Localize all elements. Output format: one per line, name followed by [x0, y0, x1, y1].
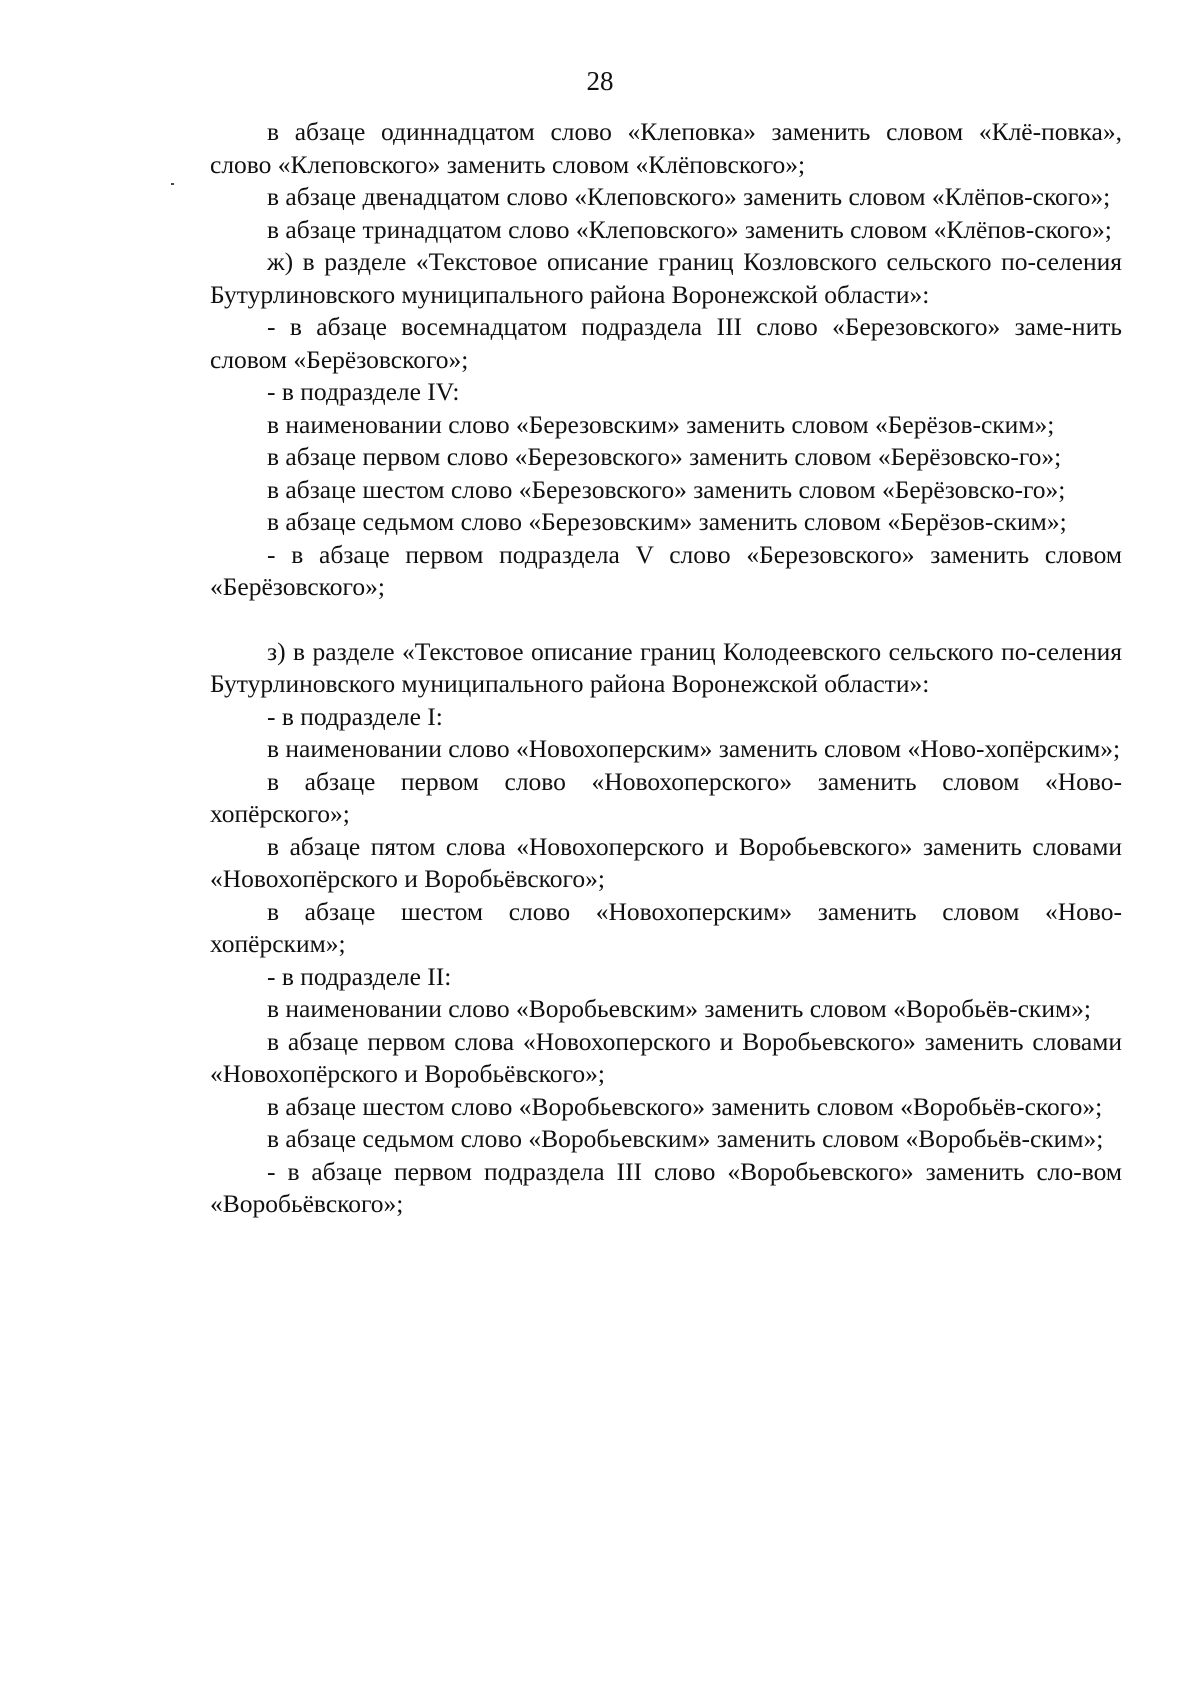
paragraph: - в абзаце восемнадцатом подраздела III слово «Березовского» заме-нить словом «Берёзовского»; — [210, 312, 1122, 374]
document-body — [210, 116, 1122, 1221]
paragraph: в абзаце пятом слова «Новохоперского и Воробьевского» заменить словами «Новохопёрского и Воробьёвского»; — [210, 831, 1122, 893]
paragraph: ж) в разделе «Текстовое описание границ Козловского сельского по-селения Бутурлиновского муниципального района Воронежской области»: — [210, 247, 1122, 309]
paragraph: - в абзаце первом подраздела III слово «Воробьевского» заменить сло-вом «Воробьёвского»; — [210, 1156, 1122, 1218]
paragraph: - в подразделе I: — [267, 701, 443, 731]
paragraph: в абзаце одиннадцатом слово «Клеповка» заменить словом «Клё-повка», слово «Клеповского» заменить словом «Клёповского»; — [210, 117, 1122, 179]
paragraph: в абзаце шестом слово «Новохоперским» заменить словом «Ново-хопёрским»; — [210, 896, 1122, 958]
paragraph: в абзаце седьмом слово «Воробьевским» заменить словом «Воробьёв-ским»; — [267, 1124, 1104, 1153]
paragraph: - в абзаце первом подраздела V слово «Березовского» заменить словом «Берёзовского»; — [210, 539, 1122, 601]
paragraph: в наименовании слово «Воробьевским» заменить словом «Воробьёв-ским»; — [267, 994, 1091, 1023]
paragraph: в абзаце первом слово «Новохоперского» заменить словом «Ново-хопёрского»; — [210, 766, 1122, 828]
page-number: 28 — [586, 66, 614, 96]
paragraph: - в подразделе IV: — [267, 377, 460, 406]
paragraph: в абзаце первом слово «Березовского» заменить словом «Берёзовско-го»; — [267, 442, 1062, 471]
scan-mark — [171, 183, 174, 185]
paragraph: в абзаце шестом слово «Воробьевского» заменить словом «Воробьёв-ского»; — [267, 1091, 1103, 1121]
paragraph: в абзаце тринадцатом слово «Клеповского» заменить словом «Клёпов-ского»; — [267, 214, 1112, 244]
paragraph: в абзаце седьмом слово «Березовским» заменить словом «Берёзов-ским»; — [267, 507, 1067, 536]
paragraph: - в подразделе II: — [267, 961, 452, 991]
paragraph: в наименовании слово «Новохоперским» заменить словом «Ново-хопёрским»; — [267, 734, 1121, 763]
paragraph: в абзаце двенадцатом слово «Клеповского» заменить словом «Клёпов-ского»; — [267, 182, 1111, 211]
paragraph: в абзаце шестом слово «Березовского» заменить словом «Берёзовско-го»; — [267, 474, 1066, 504]
paragraph: в наименовании слово «Березовским» заменить словом «Берёзов-ским»; — [267, 409, 1055, 439]
paragraph: в абзаце первом слова «Новохоперского и Воробьевского» заменить словами «Новохопёрского и Воробьёвского»; — [210, 1026, 1122, 1088]
paragraph: з) в разделе «Текстовое описание границ Колодеевского сельского по-селения Бутурлиновского муниципального района Воронежской области»: — [210, 636, 1122, 698]
